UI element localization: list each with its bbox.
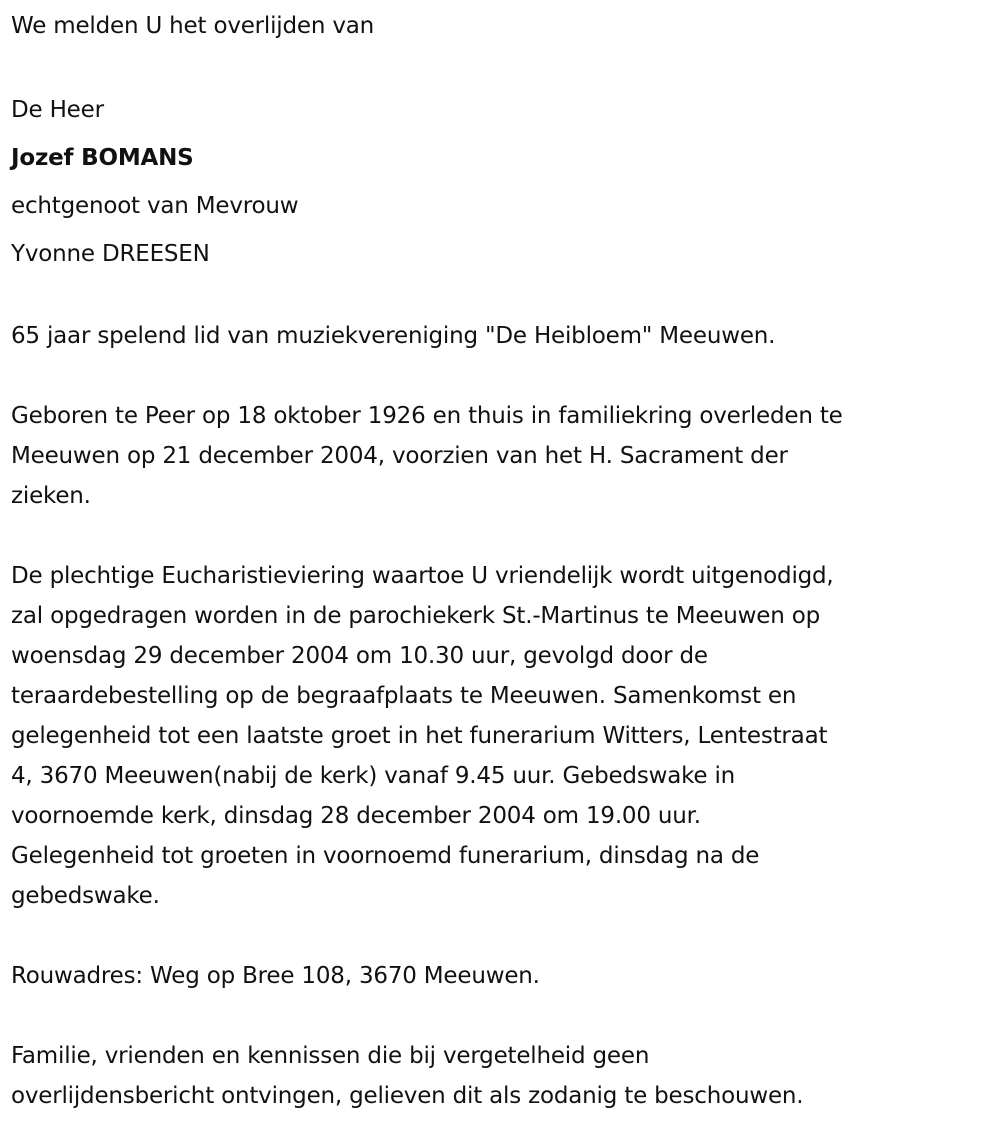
deceased-name: Jozef BOMANS xyxy=(11,145,194,171)
mourning-address: Rouwadres: Weg op Bree 108, 3670 Meeuwen. xyxy=(11,963,540,989)
paragraph-line: woensdag 29 december 2004 om 10.30 uur, gevolgd door de xyxy=(11,643,708,669)
intro-text: We melden U het overlijden van xyxy=(11,13,375,39)
paragraph-line: Geboren te Peer op 18 oktober 1926 en thuis in familiekring overleden te xyxy=(11,403,843,429)
paragraph-line: De plechtige Eucharistieviering waartoe U vriendelijk wordt uitgenodigd, xyxy=(11,563,834,589)
paragraph-line: overlijdensbericht ontvingen, gelieven dit als zodanig te beschouwen. xyxy=(11,1083,804,1109)
paragraph-line: zal opgedragen worden in de parochiekerk St.-Martinus te Meeuwen op xyxy=(11,603,821,629)
membership-text: 65 jaar spelend lid van muziekvereniging "De Heibloem" Meeuwen. xyxy=(11,323,776,349)
paragraph-line: zieken. xyxy=(11,483,91,509)
paragraph-line: voornoemde kerk, dinsdag 28 december 2004 om 19.00 uur. xyxy=(11,803,701,829)
spouse-label: echtgenoot van Mevrouw xyxy=(11,193,299,219)
ceremony-paragraph xyxy=(11,556,991,916)
closing-paragraph xyxy=(11,1036,991,1116)
paragraph-line: Meeuwen op 21 december 2004, voorzien van het H. Sacrament der xyxy=(11,443,788,469)
paragraph-line: teraardebestelling op de begraafplaats te Meeuwen. Samenkomst en xyxy=(11,683,797,709)
death-notice xyxy=(11,0,991,1116)
paragraph-line: Gelegenheid tot groeten in voornoemd funerarium, dinsdag na de xyxy=(11,843,760,869)
spouse-name: Yvonne DREESEN xyxy=(11,241,210,267)
paragraph-line: gelegenheid tot een laatste groet in het funerarium Witters, Lentestraat xyxy=(11,723,828,749)
birth-death-paragraph xyxy=(11,396,991,516)
paragraph-line: gebedswake. xyxy=(11,883,160,909)
paragraph-line: Familie, vrienden en kennissen die bij vergetelheid geen xyxy=(11,1043,650,1069)
deceased-title: De Heer xyxy=(11,97,104,123)
paragraph-line: 4, 3670 Meeuwen(nabij de kerk) vanaf 9.45 uur. Gebedswake in xyxy=(11,763,736,789)
